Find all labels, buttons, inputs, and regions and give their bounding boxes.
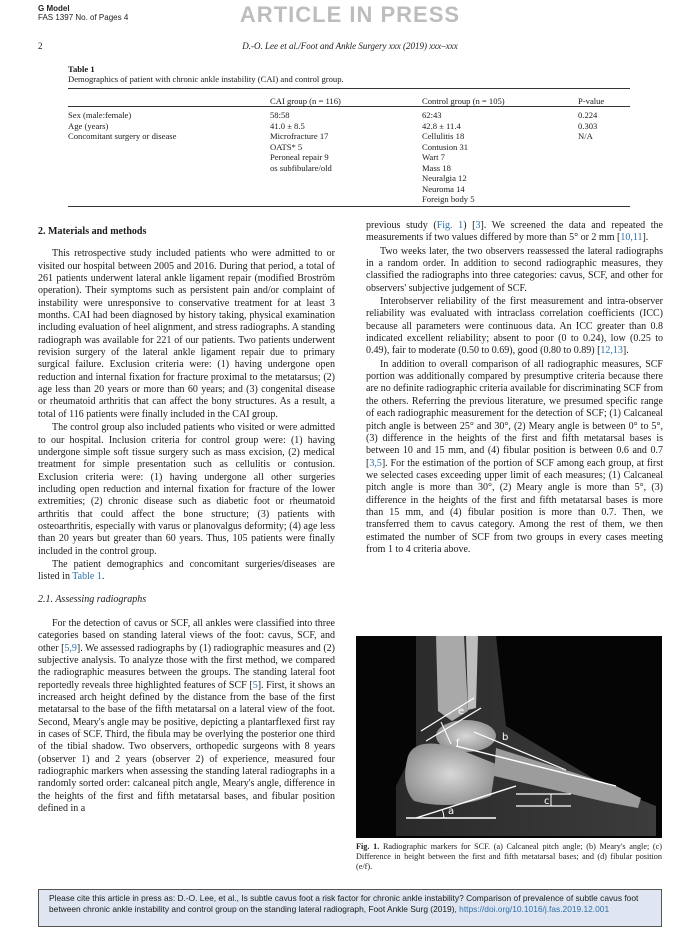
text-span: ]. [642, 232, 649, 244]
reference-link[interactable]: 5,9 [64, 642, 77, 654]
radiograph-image [356, 636, 662, 838]
table-label: Table 1 [68, 64, 95, 74]
reference-link[interactable]: 12,13 [600, 345, 623, 357]
figure-caption-label: Fig. 1. [356, 842, 380, 851]
paragraph [38, 618, 335, 816]
figure-caption-text: Radiographic markers for SCF. (a) Calcaneal pitch angle; (b) Meary's angle; (c) Difference in height between the first and fifth metatarsal bases; and (d) fibular position (e/f). [356, 842, 663, 871]
text-span: . [101, 571, 105, 583]
page-header [0, 0, 700, 26]
table-cell-control: Neuroma 14 [422, 183, 465, 194]
table-caption-text: Demographics of patient with chronic ankle instability (CAI) and control group. [68, 74, 344, 84]
table-cell-label: Age (years) [68, 120, 109, 131]
text-span: ]. We assessed radiographs by (1) radiographic measures and (2) subjective analysis. To analyze those with the first method, we compared the radiographic measures between the groups. The standing lateral foot reportedly reveals three highlighted features of SCF [ [38, 642, 336, 691]
running-header [38, 41, 662, 51]
figure-1-radiograph [356, 636, 662, 838]
journal-line: D.-O. Lee et al./Foot and Ankle Surgery xxx (2019) xxx–xxx [242, 41, 458, 51]
table-cell-pvalue: 0.303 [578, 120, 598, 131]
doi-link[interactable]: https://doi.org/10.1016/j.fas.2019.12.001 [459, 904, 610, 914]
figure-label-b: b [502, 732, 509, 743]
table-cell-cai: 41.0 ± 8.5 [270, 120, 305, 131]
reference-link[interactable]: 3 [475, 220, 481, 231]
text-span: The patient demographics and concomitant surgeries/diseases are listed in [38, 558, 335, 583]
text-span: ]. [622, 345, 629, 357]
table-rule-bottom [68, 206, 630, 207]
right-column [366, 220, 663, 557]
paragraph [366, 359, 663, 557]
table-1 [68, 64, 630, 207]
table-cell-control: Foreign body 5 [422, 194, 475, 204]
table-header-pvalue: P-value [578, 96, 605, 106]
table-link[interactable]: Table 1 [72, 571, 102, 583]
text-span: ) [ [463, 220, 476, 231]
reference-link[interactable]: 3,5 [369, 457, 382, 469]
table-cell-control: Cellulitis 18 [422, 131, 465, 141]
table-rule-top [68, 88, 630, 89]
figure-label-f: f [456, 738, 460, 749]
page-number: 2 [38, 41, 43, 51]
table-rule-mid [68, 106, 630, 107]
table-cell-label: Sex (male:female) [68, 110, 132, 120]
table-header-cai: CAI group (n = 116) [270, 96, 341, 106]
table-caption [68, 64, 630, 84]
table-cell-cai: Microfracture 17 [270, 131, 329, 141]
figure-label-a: a [448, 806, 455, 817]
figure-caption [356, 842, 662, 872]
fas-code: FAS 1397 No. of Pages 4 [38, 13, 129, 22]
table-cell-cai: OATS* 5 [270, 141, 303, 152]
table-header-row [68, 94, 630, 106]
article-in-press-banner: ARTICLE IN PRESS [239, 2, 461, 27]
figure-label-e: e [458, 706, 465, 717]
text-span: ]. We screened the data and repeated the measurements if two values differed by more than 5° or 2 mm [ [366, 220, 663, 244]
figure-link[interactable]: Fig. 1 [436, 220, 464, 231]
table-cell-pvalue: 0.224 [578, 110, 598, 120]
table-cell-cai: Peroneal repair 9 [270, 152, 329, 162]
paragraph: This retrospective study included patients who were admitted to or visited our hospital between 2005 and 2016. During that period, a total of 261 patients underwent lateral ankle ligament repair (modified Broström operation). Their symptoms such as persistent pain and/or complaint of instability were unresponsive to conservative treatment for at least 3 months. CAI had been diagnosed by history taking, physical examination including evaluation of heel alignment, and stress radiographs. A standing radiograph was available for 221 of our patients. Two patients underwent revision surgery of the lateral ankle ligament repair due to primary surgical failure. Exclusion criteria were: (1) having undergone open reduction and internal fixation for fracture proximal to the metatarsus; (2) age less than 20 years or more than 60 years; and (3) congenital disease or rheumatoid arthritis that can affect the bony structures. As a result, a total of 116 patients were finally included in the CAI group. [38, 248, 335, 420]
text-span: previous study ( [366, 220, 437, 231]
left-column [38, 220, 335, 816]
table-header-control: Control group (n = 105) [422, 96, 505, 106]
citation-box [38, 889, 662, 927]
paragraph: The control group also included patients who visited or were admitted to our hospital. Inclusion criteria for control group were: (1) having undergone simple soft tissue surgery such as mass excision, (2) medical treatment for simple presentation such as cellulitis or contusion. Exclusion criteria were: (1) having undergone all other surgeries including open reduction and internal fixation for fracture of the lower extremities; (2) chronic disease such as diabetic foot or rheumatoid arthritis that could affect the bone structure; (3) patients with osteoarthritis, especially with varus or planovalgus deformity; (4) age less than 20 years but greater than 60 years. Thus, 105 patients were finally included in the control group. [38, 422, 335, 557]
text-span: ]. First, it shows an increased arch height defined by the distance from the base of the first metatarsal to the base of the fifth metatarsal on a lateral view of the foot. Second, Meary's angle may be positive, depicting a plantarflexed first ray in cases of SCF. Third, the fibula may be overlying the posterior one third of the tibial shadow. Two observers, orthopedic surgeons with 8 years (observer 1) and 2 years (observer 2) of experience, measured four radiographic markers when assessing the standing lateral radiographs in a randomly sorted order: calcaneal pitch angle, Meary's angle, difference in the heights of the first and fifth metatarsal bases, and fibular position defined in a [38, 679, 336, 815]
table-cell-control: Wart 7 [422, 152, 445, 162]
table-cell-control: Contusion 31 [422, 141, 469, 152]
table-cell-control: 42.8 ± 11.4 [422, 120, 461, 131]
table-cell-control: 62:43 [422, 110, 442, 120]
text-span: ]. For the estimation of the portion of SCF among each group, at first we selected cases exceeding upper limit of each measures; (1) Calcaneal pitch angle is more than 30°, (2) Meary angle is more than 5°, (3) difference in the heights of the first and fifth metatarsal bases is more than 15 mm, and (4) fibular position is more than 0.7. Then, we transferred them to cavus category. Among the rest of them, we then estimated the number of SCF from two groups in every cases meeting from 1 to 4 criteria above. [366, 457, 663, 555]
text-span: For the detection of cavus or SCF, all ankles were classified into three categories based on standing lateral views of the foot: cavus, SCF, and other [ [38, 617, 335, 654]
text-span: In addition to overall comparison of all radiographic measures, SCF portion was additionally compared by presumptive criteria because there are no definite radiographic criteria available for discriminating SCF from the others. Referring the previous literature, we presumed specific range of each radiographic measurement for the detection of SCF; (1) Calcaneal pitch angle is between 25° and 30°, (2) Meary angle is between 0° to 5°, (3) difference in the heights of the first and fifth metatarsal bases is between 10 and 15 mm, and (4) fibular position is between 0.6 and 0.7 [ [366, 358, 663, 469]
table-cell-cai: os subfibulare/old [270, 162, 332, 173]
figure-label-c: c [544, 796, 550, 807]
paragraph [366, 220, 663, 245]
table-cell-cai: 58:58 [270, 110, 290, 120]
table-cell-control: Mass 18 [422, 162, 451, 173]
table-cell-control: Neuralgia 12 [422, 173, 467, 183]
citation-text: Please cite this article in press as: D.-O. Lee, et al., Is subtle cavus foot a risk factor for chronic ankle instability? Comparison of prevalence of subtle cavus foot between chronic ankle instability and control group on the standing lateral radiograph, Foot Ankle Surg (2019), [49, 893, 639, 914]
table-body [68, 110, 630, 206]
g-model-label: G Model [38, 4, 70, 13]
subsection-title: 2.1. Assessing radiographs [38, 593, 147, 605]
paragraph [366, 296, 663, 358]
table-cell-pvalue: N/A [578, 131, 593, 141]
paragraph [38, 559, 335, 584]
paragraph: Two weeks later, the two observers reassessed the lateral radiographs in a random order. In addition to second radiographic measures, they classified the radiographs into three categories: cavus, SCF, and other for observers' subjective judgement of SCF. [366, 245, 663, 294]
reference-link[interactable]: 10,11 [620, 232, 643, 244]
text-span: Interobserver reliability of the first measurement and intra-observer reliability was evaluated with intraclass correlation coefficients (ICC) because all parameters were continuous data. An ICC greater than 0.8 indicated excellent reliability; absent to poor (0 to 0.24), low (0.25 to 0.49), fair to moderate (0.50 to 0.69), good (0.80 to 0.89) [ [366, 296, 663, 357]
reference-link[interactable]: 5 [252, 679, 258, 691]
table-cell-label: Concomitant surgery or disease [68, 131, 177, 141]
section-title: 2. Materials and methods [38, 226, 147, 237]
